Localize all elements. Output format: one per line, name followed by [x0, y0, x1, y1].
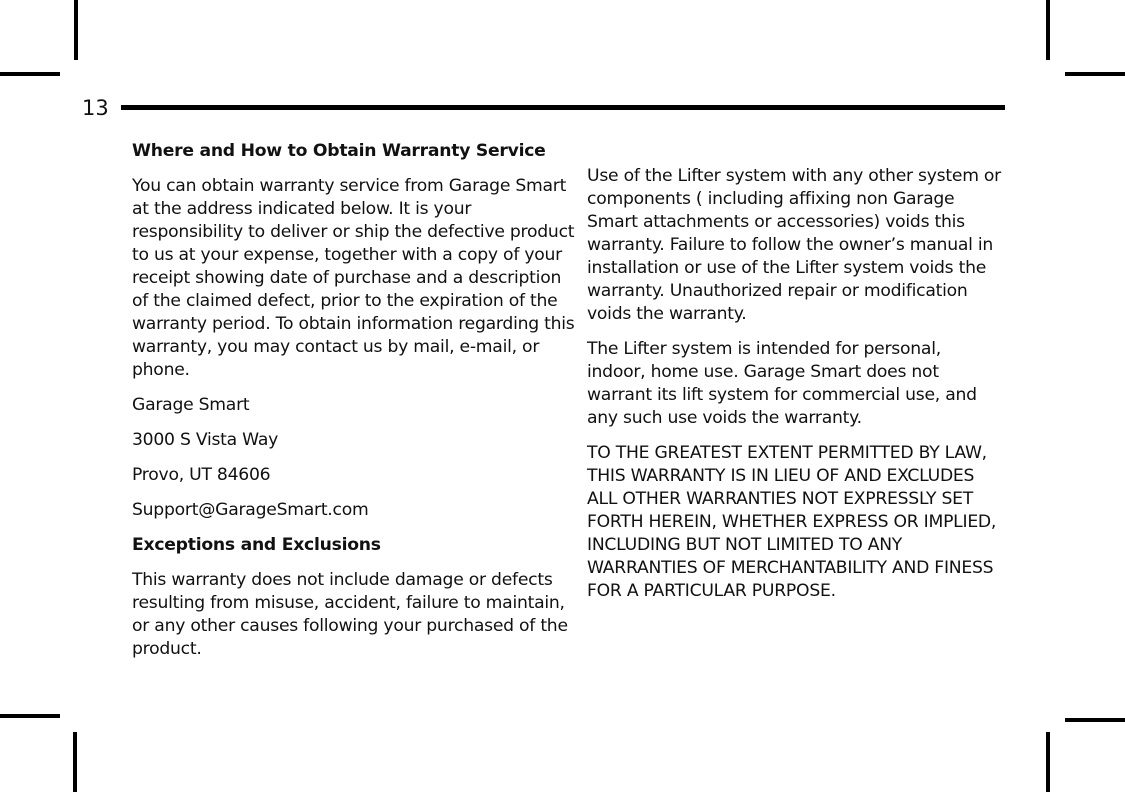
address-city: Provo, UT 84606	[132, 465, 271, 485]
left-column	[132, 140, 577, 673]
crop-mark-top-left-vertical	[74, 0, 78, 60]
header-rule	[121, 105, 1005, 110]
support-email: Support@GarageSmart.com	[132, 500, 369, 520]
address-street: 3000 S Vista Way	[132, 430, 279, 450]
warranty-service-heading: Where and How to Obtain Warranty Service	[132, 141, 546, 161]
lifter-system-usage-paragraph: Use of the Lifter system with any other system or components ( including affixing non Garage Smart attachments or accessories) voids this warranty. Failure to follow the owner’s manual in installation or use of the Lifter system voids the warranty. Unauthorized repair or modification voids the warranty.	[587, 166, 1001, 324]
address-company: Garage Smart	[132, 395, 250, 415]
warranty-service-paragraph: You can obtain warranty service from Garage Smart at the address indicated below. It is your responsibility to deliver or ship the defective product to us at your expense, together with a copy of your receipt showing date of purchase and a description of the claimed defect, prior to the expiration of the warranty period. To obtain information regarding this warranty, you may contact us by mail, e-mail, or phone.	[132, 176, 575, 380]
disclaimer-paragraph: TO THE GREATEST EXTENT PERMITTED BY LAW, THIS WARRANTY IS IN LIEU OF AND EXCLUDES ALL OTHER WARRANTIES NOT EXPRESSLY SET FORTH HEREIN, WHETHER EXPRESS OR IMPLIED, INCLUDING BUT NOT LIMITED TO ANY WARRANTIES OF MERCHANTABILITY AND FINESS FOR A PARTICULAR PURPOSE.	[587, 443, 997, 601]
crop-mark-bottom-right-vertical	[1046, 732, 1050, 792]
crop-mark-bottom-left-horizontal	[0, 714, 60, 718]
crop-mark-bottom-left-vertical	[73, 732, 77, 792]
exceptions-heading: Exceptions and Exclusions	[132, 535, 381, 555]
intended-use-paragraph: The Lifter system is intended for personal, indoor, home use. Garage Smart does not warrant its lift system for commercial use, and any such use voids the warranty.	[587, 339, 977, 428]
crop-mark-top-right-horizontal	[1065, 72, 1125, 76]
right-column	[587, 165, 1002, 615]
page-number: 13	[82, 96, 109, 120]
crop-mark-top-left-horizontal	[0, 72, 60, 76]
crop-mark-top-right-vertical	[1046, 0, 1050, 60]
crop-mark-bottom-right-horizontal	[1065, 718, 1125, 722]
exceptions-paragraph: This warranty does not include damage or defects resulting from misuse, accident, failure to maintain, or any other causes following your purchased of the product.	[132, 570, 568, 659]
